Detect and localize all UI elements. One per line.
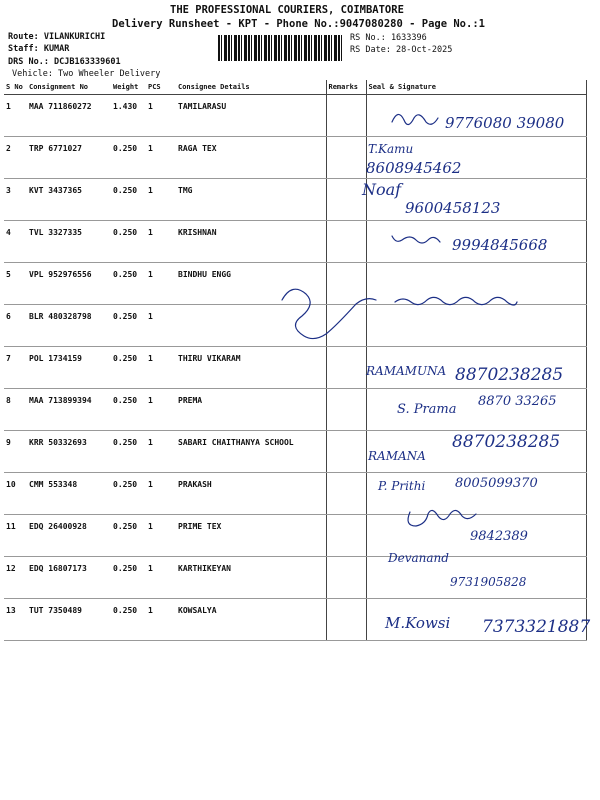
cell-consignee: PRIME TEX xyxy=(176,515,326,557)
cell-consignment: TVL 3327335 xyxy=(27,221,111,263)
signature-text: 9600458123 xyxy=(405,199,501,217)
cell-weight: 0.250 xyxy=(111,431,146,473)
signature-text: T.Kamu xyxy=(368,142,414,156)
cell-consignee: PREMA xyxy=(176,389,326,431)
cell-consignee: RAGA TEX xyxy=(176,137,326,179)
cell-pcs: 1 xyxy=(146,305,176,347)
route-label: Route: VILANKURICHI xyxy=(8,32,106,42)
cell-pcs: 1 xyxy=(146,389,176,431)
cell-pcs: 1 xyxy=(146,431,176,473)
staff-label: Staff: KUMAR xyxy=(8,44,70,54)
cell-weight: 0.250 xyxy=(111,347,146,389)
cell-consignment: TRP 6771027 xyxy=(27,137,111,179)
cell-pcs: 1 xyxy=(146,179,176,221)
rs-no-label: RS No.: 1633396 xyxy=(350,33,427,43)
cell-weight: 0.250 xyxy=(111,137,146,179)
cell-sno: 10 xyxy=(4,473,27,515)
col-consignee: Consignee Details xyxy=(176,80,326,95)
cell-sno: 8 xyxy=(4,389,27,431)
signature-text: 9776080 39080 xyxy=(445,114,565,132)
signature-scribble xyxy=(395,297,517,305)
signature-scribble xyxy=(392,114,438,124)
signature-text: 9731905828 xyxy=(450,575,527,589)
col-pcs: PCS xyxy=(146,80,176,95)
cell-consignment: VPL 952976556 xyxy=(27,263,111,305)
cell-consignment: EDQ 16807173 xyxy=(27,557,111,599)
cell-sno: 12 xyxy=(4,557,27,599)
cell-pcs: 1 xyxy=(146,263,176,305)
cell-weight: 0.250 xyxy=(111,179,146,221)
cell-sno: 4 xyxy=(4,221,27,263)
signature-text: 8870238285 xyxy=(452,432,561,452)
col-consignment: Consignment No xyxy=(27,80,111,95)
signature-text: Devanand xyxy=(388,551,449,565)
cell-weight: 0.250 xyxy=(111,515,146,557)
cell-consignment: BLR 480328798 xyxy=(27,305,111,347)
cell-consignment: MAA 713899394 xyxy=(27,389,111,431)
cell-consignee: KARTHIKEYAN xyxy=(176,557,326,599)
signature-text: M.Kowsi xyxy=(385,614,451,632)
signature-text: 8608945462 xyxy=(366,159,462,177)
cell-pcs: 1 xyxy=(146,137,176,179)
cell-weight: 0.250 xyxy=(111,305,146,347)
col-remarks: Remarks xyxy=(326,80,366,95)
cell-sno: 7 xyxy=(4,347,27,389)
signature-text: 8870 33265 xyxy=(478,394,557,409)
cell-pcs: 1 xyxy=(146,347,176,389)
signature-scribble xyxy=(392,236,440,243)
signature-text: 8005099370 xyxy=(455,476,538,491)
signature-text: 8870238285 xyxy=(455,365,564,385)
runsheet-title: Delivery Runsheet - KPT - Phone No.:9047080280 - Page No.:1 xyxy=(112,18,485,30)
cell-pcs: 1 xyxy=(146,95,176,137)
cell-sno: 2 xyxy=(4,137,27,179)
signature-text: RAMANA xyxy=(368,449,426,463)
cell-consignee: PRAKASH xyxy=(176,473,326,515)
col-sno: S No xyxy=(4,80,27,95)
cell-weight: 0.250 xyxy=(111,263,146,305)
cell-sno: 3 xyxy=(4,179,27,221)
cell-weight: 0.250 xyxy=(111,557,146,599)
signature-scribble xyxy=(408,510,476,526)
cell-weight: 0.250 xyxy=(111,221,146,263)
cell-weight: 0.250 xyxy=(111,389,146,431)
col-weight: Weight xyxy=(111,80,146,95)
drs-label: DRS No.: DCJB163339601 xyxy=(8,57,121,67)
cell-sno: 13 xyxy=(4,599,27,641)
cell-pcs: 1 xyxy=(146,473,176,515)
cell-consignee: SABARI CHAITHANYA SCHOOL xyxy=(176,431,326,473)
cell-sno: 1 xyxy=(4,95,27,137)
signature-text: P. Prithi xyxy=(378,479,426,493)
cell-consignment: CMM 553348 xyxy=(27,473,111,515)
cell-sno: 9 xyxy=(4,431,27,473)
cell-weight: 0.250 xyxy=(111,473,146,515)
cell-pcs: 1 xyxy=(146,599,176,641)
signature-text: 7373321887 xyxy=(482,617,591,637)
cell-consignee: KRISHNAN xyxy=(176,221,326,263)
signature-scribble xyxy=(282,289,376,338)
cell-consignment: MAA 711860272 xyxy=(27,95,111,137)
signature-text: 9994845668 xyxy=(452,236,548,254)
vehicle-label: Vehicle: Two Wheeler Delivery xyxy=(12,69,161,79)
cell-pcs: 1 xyxy=(146,557,176,599)
rs-date-label: RS Date: 28-Oct-2025 xyxy=(350,45,453,55)
cell-sno: 5 xyxy=(4,263,27,305)
cell-consignment: EDQ 26400928 xyxy=(27,515,111,557)
cell-weight: 0.250 xyxy=(111,599,146,641)
cell-consignment: KRR 50332693 xyxy=(27,431,111,473)
signature-text: 9842389 xyxy=(470,529,528,544)
signature-text: RAMAMUNA xyxy=(366,364,447,378)
cell-consignment: POL 1734159 xyxy=(27,347,111,389)
cell-consignment: TUT 7350489 xyxy=(27,599,111,641)
signature-text: S. Prama xyxy=(397,402,457,417)
cell-consignee: TAMILARASU xyxy=(176,95,326,137)
cell-consignment: KVT 3437365 xyxy=(27,179,111,221)
cell-consignee: THIRU VIKARAM xyxy=(176,347,326,389)
cell-weight: 1.430 xyxy=(111,95,146,137)
signature-text: Noaf xyxy=(362,180,402,199)
cell-consignee: TMG xyxy=(176,179,326,221)
cell-consignee: KOWSALYA xyxy=(176,599,326,641)
cell-consignee: BINDHU ENGG xyxy=(176,263,326,305)
cell-pcs: 1 xyxy=(146,221,176,263)
cell-sno: 6 xyxy=(4,305,27,347)
col-signature: Seal & Signature xyxy=(366,80,586,95)
company-title: THE PROFESSIONAL COURIERS, COIMBATORE xyxy=(170,4,404,16)
cell-sno: 11 xyxy=(4,515,27,557)
cell-pcs: 1 xyxy=(146,515,176,557)
